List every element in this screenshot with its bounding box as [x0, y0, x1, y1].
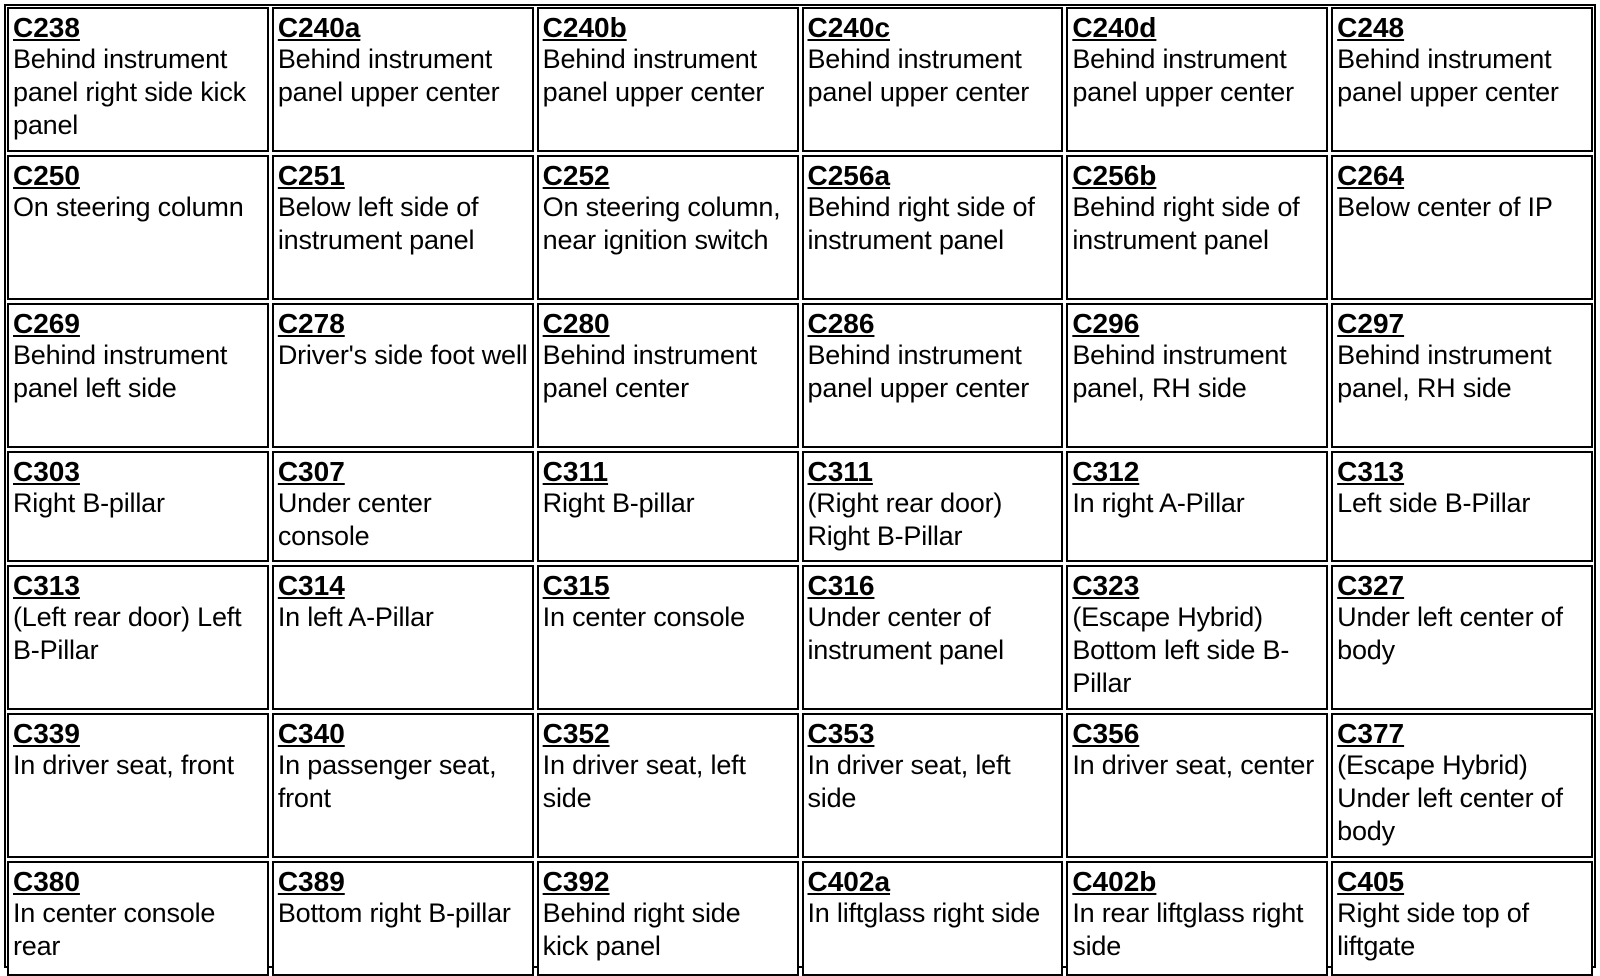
- connector-location: On steering column: [13, 192, 244, 222]
- table-cell: [272, 155, 534, 300]
- table-cell: [1331, 861, 1593, 976]
- table-cell: [537, 451, 799, 562]
- connector-location: Behind instrument panel upper center: [807, 44, 1030, 107]
- connector-location: Under center of instrument panel: [807, 602, 1004, 665]
- connector-code: C340: [277, 718, 345, 749]
- connector-code: C353: [807, 718, 875, 749]
- connector-location: Behind instrument panel left side: [13, 340, 228, 403]
- table-cell: [7, 713, 269, 858]
- connector-location: On steering column, near ignition switch: [542, 192, 781, 255]
- table-cell: [272, 7, 534, 152]
- connector-location: In rear liftglass right side: [1072, 898, 1304, 961]
- connector-location: In right A-Pillar: [1072, 488, 1245, 518]
- connector-code: C240d: [1072, 12, 1157, 43]
- connector-location: Behind instrument panel upper center: [1337, 44, 1559, 107]
- connector-code: C389: [277, 866, 345, 897]
- connector-location-table: [4, 4, 1596, 968]
- connector-code: C356: [1072, 718, 1140, 749]
- table-cell: [802, 861, 1064, 976]
- connector-location: Behind instrument panel, RH side: [1337, 340, 1552, 403]
- connector-location: (Left rear door) Left B-Pillar: [13, 602, 242, 665]
- connector-location: In center console rear: [13, 898, 216, 961]
- connector-code: C297: [1337, 308, 1405, 339]
- connector-code: C250: [13, 160, 80, 191]
- connector-code: C380: [13, 866, 80, 897]
- table-cell: [7, 303, 269, 448]
- table-cell: [1066, 565, 1328, 710]
- connector-location: (Right rear door) Right B-Pillar: [807, 488, 1003, 551]
- connector-code: C296: [1072, 308, 1140, 339]
- connector-location: Behind instrument panel, RH side: [1072, 340, 1287, 403]
- connector-code: C269: [13, 308, 80, 339]
- connector-code: C256a: [807, 160, 891, 191]
- table-cell: [272, 451, 534, 562]
- connector-location: In left A-Pillar: [277, 602, 434, 632]
- connector-code: C251: [277, 160, 345, 191]
- connector-code: C280: [542, 308, 610, 339]
- table-cell: [7, 155, 269, 300]
- connector-code: C248: [1337, 12, 1405, 43]
- connector-code: C313: [1337, 456, 1405, 487]
- connector-code: C264: [1337, 160, 1405, 191]
- connector-location: Behind instrument panel right side kick panel: [13, 44, 246, 140]
- connector-location: Behind instrument panel upper center: [1072, 44, 1294, 107]
- connector-code: C402b: [1072, 866, 1157, 897]
- table-cell: [1331, 155, 1593, 300]
- table-cell: [7, 565, 269, 710]
- table-cell: [1331, 451, 1593, 562]
- connector-code: C256b: [1072, 160, 1157, 191]
- connector-location: Behind instrument panel upper center: [807, 340, 1030, 403]
- table-cell: [1331, 7, 1593, 152]
- connector-location: Behind instrument panel center: [542, 340, 757, 403]
- table-cell: [1066, 155, 1328, 300]
- table-cell: [272, 303, 534, 448]
- table-cell: [7, 861, 269, 976]
- connector-location: (Escape Hybrid) Under left center of body: [1337, 750, 1563, 846]
- table-cell: [1066, 451, 1328, 562]
- connector-code: C311: [542, 456, 609, 487]
- table-cell: [7, 7, 269, 152]
- table-cell: [1066, 303, 1328, 448]
- connector-location: In passenger seat, front: [277, 750, 497, 813]
- connector-location: In driver seat, left side: [542, 750, 746, 813]
- connector-code: C405: [1337, 866, 1405, 897]
- table-cell: [537, 303, 799, 448]
- table-cell: [802, 451, 1064, 562]
- connector-code: C240a: [277, 12, 361, 43]
- connector-code: C286: [807, 308, 875, 339]
- connector-location: In center console: [542, 602, 745, 632]
- connector-location: Behind right side kick panel: [542, 898, 741, 961]
- connector-code: C307: [277, 456, 345, 487]
- table-cell: [1066, 7, 1328, 152]
- connector-location: Below left side of instrument panel: [277, 192, 479, 255]
- connector-code: C402a: [807, 866, 891, 897]
- connector-location: Behind instrument panel upper center: [542, 44, 765, 107]
- connector-location: Below center of IP: [1337, 192, 1553, 222]
- connector-location: Right B-pillar: [542, 488, 695, 518]
- table-cell: [1331, 303, 1593, 448]
- connector-location: In driver seat, left side: [807, 750, 1011, 813]
- connector-location: In driver seat, front: [13, 750, 234, 780]
- connector-location: In liftglass right side: [807, 898, 1041, 928]
- table-cell: [802, 565, 1064, 710]
- connector-code: C240c: [807, 12, 891, 43]
- table-cell: [272, 713, 534, 858]
- connector-code: C312: [1072, 456, 1140, 487]
- connector-location: Behind right side of instrument panel: [1072, 192, 1300, 255]
- connector-code: C303: [13, 456, 80, 487]
- connector-code: C316: [807, 570, 875, 601]
- connector-code: C252: [542, 160, 610, 191]
- connector-code: C352: [542, 718, 610, 749]
- connector-code: C323: [1072, 570, 1140, 601]
- table-cell: [1331, 565, 1593, 710]
- table-cell: [537, 7, 799, 152]
- table-cell: [7, 451, 269, 562]
- table-cell: [802, 303, 1064, 448]
- table-cell: [537, 155, 799, 300]
- table-cell: [272, 861, 534, 976]
- connector-code: C314: [277, 570, 345, 601]
- connector-code: C278: [277, 308, 345, 339]
- connector-location: Behind instrument panel upper center: [277, 44, 500, 107]
- connector-code: C240b: [542, 12, 627, 43]
- connector-location: Behind right side of instrument panel: [807, 192, 1035, 255]
- connector-location: Bottom right B-pillar: [277, 898, 511, 928]
- table-cell: [1331, 713, 1593, 858]
- table-cell: [802, 713, 1064, 858]
- table-cell: [537, 565, 799, 710]
- connector-code: C392: [542, 866, 610, 897]
- table-cell: [1066, 713, 1328, 858]
- connector-code: C313: [13, 570, 80, 601]
- connector-location: (Escape Hybrid) Bottom left side B-Pillar: [1072, 602, 1290, 698]
- table-cell: [537, 861, 799, 976]
- connector-location: Under center console: [277, 488, 432, 551]
- connector-location: Driver's side foot well: [277, 340, 528, 370]
- connector-location: Left side B-Pillar: [1337, 488, 1531, 518]
- table-cell: [537, 713, 799, 858]
- connector-location: In driver seat, center: [1072, 750, 1315, 780]
- table-cell: [1066, 861, 1328, 976]
- connector-code: C327: [1337, 570, 1405, 601]
- connector-location: Right B-pillar: [13, 488, 165, 518]
- connector-code: C377: [1337, 718, 1405, 749]
- connector-location: Right side top of liftgate: [1337, 898, 1529, 961]
- connector-code: C238: [13, 12, 80, 43]
- table-cell: [802, 155, 1064, 300]
- connector-code: C311: [807, 456, 873, 487]
- table-cell: [272, 565, 534, 710]
- connector-code: C315: [542, 570, 610, 601]
- connector-location: Under left center of body: [1337, 602, 1563, 665]
- connector-code: C339: [13, 718, 80, 749]
- table-cell: [802, 7, 1064, 152]
